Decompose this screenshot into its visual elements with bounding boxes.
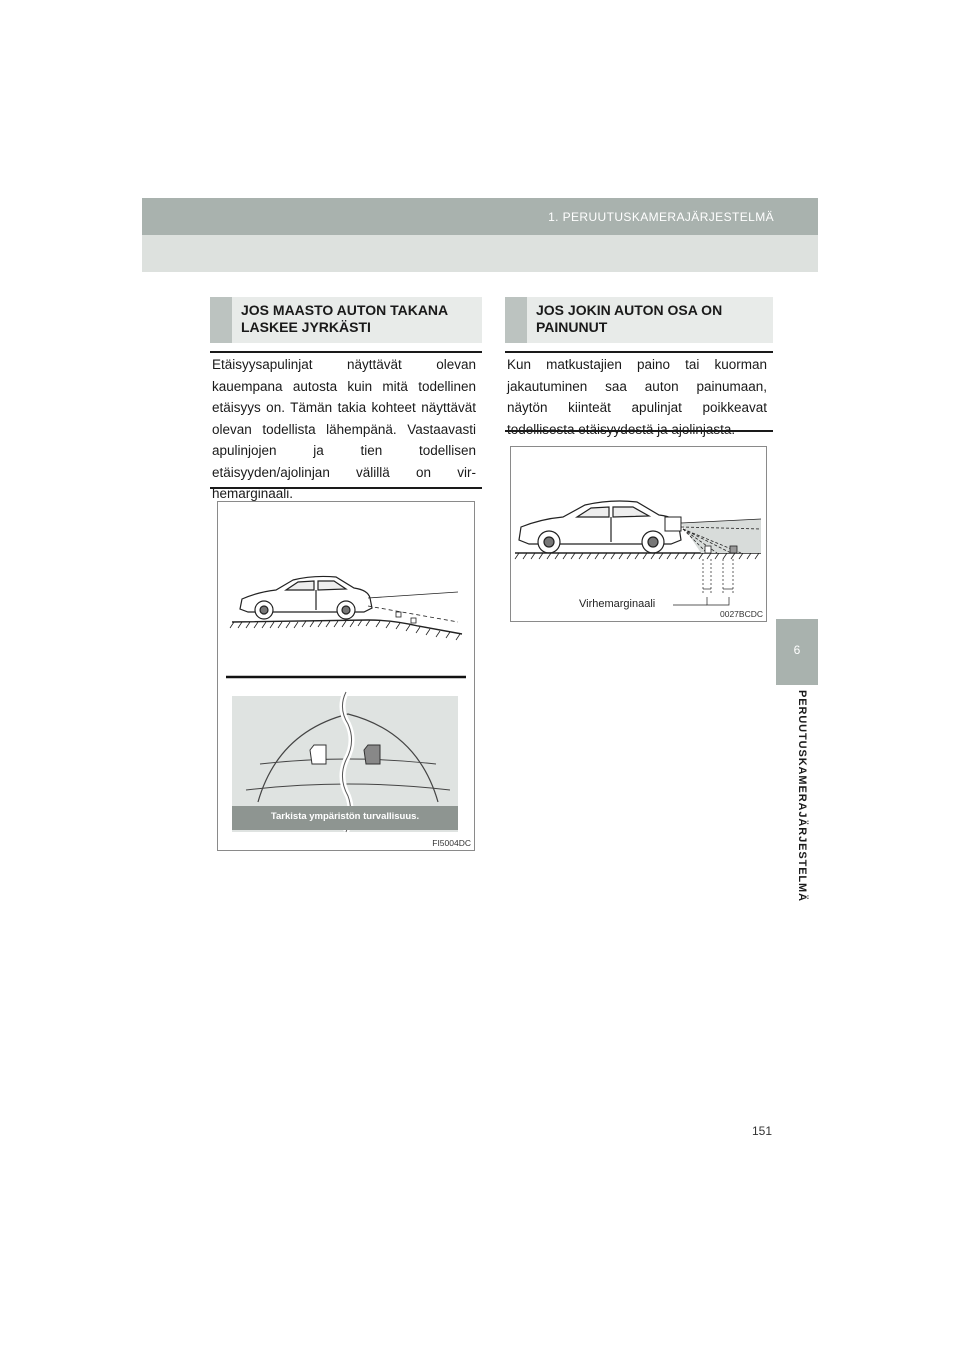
heading-bar	[210, 297, 232, 343]
right-section-title	[536, 302, 722, 336]
left-title-line2: LASKEE JYRKÄSTI	[241, 319, 371, 335]
camera-screen-message: Tarkista ympäristön turvallisuus.	[270, 811, 420, 822]
terrain-drop-illustration	[218, 502, 474, 850]
header-strip	[142, 198, 818, 235]
left-section-title	[241, 302, 448, 336]
right-title-line2: PAINUNUT	[536, 319, 608, 335]
right-section-heading	[505, 297, 773, 343]
ground-hatching	[230, 620, 460, 640]
car-icon	[519, 501, 681, 553]
left-figure	[217, 501, 475, 851]
figure-code: 0027BCDC	[720, 609, 763, 619]
chapter-tab	[776, 619, 818, 685]
page-number: 151	[752, 1124, 773, 1138]
left-section-heading	[210, 297, 482, 343]
right-figure	[510, 446, 767, 622]
chapter-number: 6	[793, 643, 801, 657]
figure-code: FI5004DC	[432, 838, 471, 848]
left-title-line1: JOS MAASTO AUTON TAKANA	[241, 302, 449, 318]
error-margin-label: Virhemarginaali	[579, 598, 656, 610]
right-section-body: Kun matkustajien paino tai kuorman jakautuminen saa auton painumaan, näytön kiinteät apulinjat poikkeavat todellisesta etäisyydestä ja ajolinjasta.	[505, 351, 773, 432]
car-icon	[240, 576, 372, 619]
heading-bar	[505, 297, 527, 343]
chapter-title: 1. PERUUTUSKAMERAJÄRJESTELMÄ	[548, 210, 774, 224]
chapter-tab-label: PERUUTUSKAMERAJÄRJESTELMÄ	[796, 690, 808, 902]
sagging-car-illustration	[511, 447, 766, 621]
right-title-line1: JOS JOKIN AUTON OSA ON	[536, 302, 723, 318]
left-section-body: Etäisyysapulinjat näyttävät olevan kauempana autosta kuin mitä todellinen etäisyys on. Tämän takia kohteet näyttävät olevan todellista lähempänä. Vastaavasti apulinjojen ja tien todellisen etäisyyden/ajolinjan välillä on virhemarginaali.	[210, 351, 482, 489]
